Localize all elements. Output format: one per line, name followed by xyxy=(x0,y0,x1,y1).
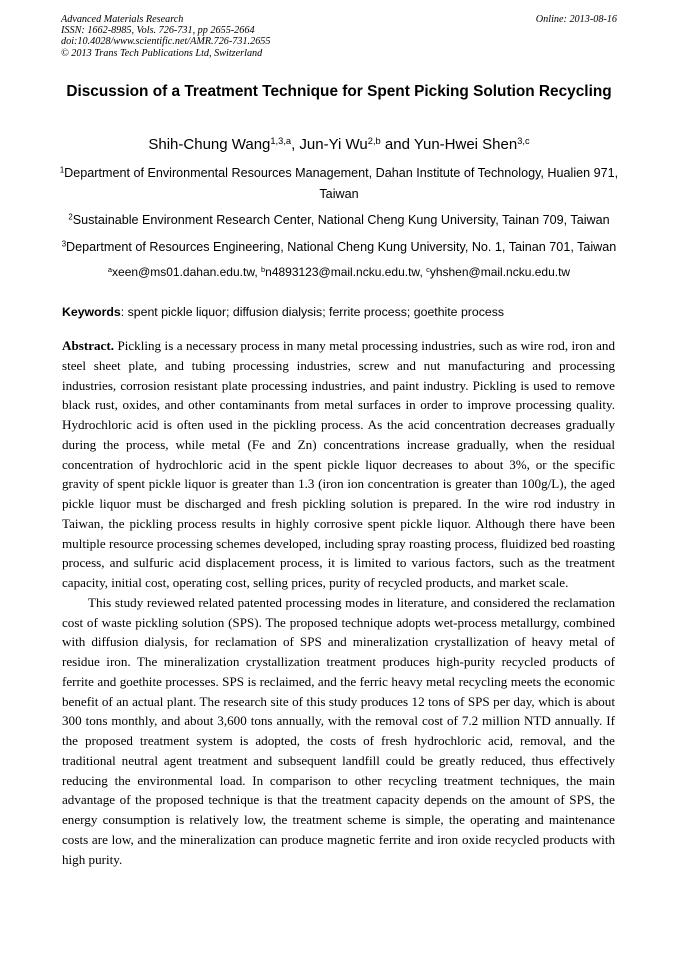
issn-line: ISSN: 1662-8985, Vols. 726-731, pp 2655-2664 xyxy=(61,25,255,37)
affiliation-text: Sustainable Environment Research Center, National Cheng Kung University, Tainan 709, Taiwan xyxy=(72,213,610,227)
email-address[interactable]: xeen@ms01.dahan.edu.tw xyxy=(112,265,255,279)
keywords-line xyxy=(62,304,618,320)
abstract-label: Abstract. xyxy=(62,338,114,353)
author-separator: and xyxy=(380,136,414,153)
affiliation-marker: 1 xyxy=(59,165,65,175)
author-affiliation-marker: 1,3,a xyxy=(270,135,292,146)
affiliation-marker: 2 xyxy=(68,212,73,222)
affiliation-marker: 3 xyxy=(61,239,67,249)
keywords-label: Keywords xyxy=(62,305,121,319)
author-affiliation-marker: 3,c xyxy=(517,135,530,146)
abstract-paragraph-1-text: Pickling is a necessary process in many metal processing industries, such as wire rod, iron and steel sheet plate, and tubing processing industries, screw and nut manufacturing and processing industries, corrosion resistant plate processing industries, and paint industry. Pickling is used to remove black rust, oxides, and other contaminants from metal surfaces in order to improve processing quality. Hydrochloric acid is often used in the pickling process. As the acid concentration decreases gradually during the process, while metal (Fe and Zn) concentrations increase gradually, when the residual concentration of hydrochloric acid in the spent pickle liquor decreases to about 3%, or the specific gravity of spent pickle liquor is greater than 1.3 (iron ion concentration is greater than 100g/L), the aged pickle liquor must be discharged and fresh pickling solution is prepared. In the wire rod industry in Taiwan, the pickling process results in highly corrosive spent pickle liquor. Although there have been multiple resource processing schemes developed, including spray roasting process, fluidized bed roasting process, and sulfuric acid displacement process, it is limited to various factors, such as the treatment capacity, initial cost, operating cost, selling prices, purity of recycled products, and market scale. xyxy=(62,338,615,590)
journal-name: Advanced Materials Research xyxy=(61,14,184,25)
online-date: Online: 2013-08-16 xyxy=(535,14,617,25)
email-separator: , xyxy=(419,265,427,279)
email-marker: c xyxy=(426,264,430,274)
paper-title: Discussion of a Treatment Technique for Spent Picking Solution Recycling xyxy=(66,83,612,100)
email-marker: b xyxy=(261,264,266,274)
author-separator: , xyxy=(291,136,300,153)
abstract-section xyxy=(62,336,615,869)
email-address[interactable]: yhshen@mail.ncku.edu.tw xyxy=(429,265,571,279)
author-list xyxy=(60,135,618,155)
affiliation-text: Department of Environmental Resources Management, Dahan Institute of Technology, Hualien 971, Taiwan xyxy=(64,166,619,201)
doi-line: doi:10.4028/www.scientific.net/AMR.726-731.2655 xyxy=(61,36,271,48)
author-name: Shih-Chung Wang xyxy=(148,136,271,153)
email-list xyxy=(60,264,618,280)
journal-header xyxy=(61,14,617,59)
author-name: Yun-Hwei Shen xyxy=(413,136,518,153)
abstract-paragraph-2: This study reviewed related patented processing modes in literature, and considered the reclamation cost of waste pickling solution (SPS). The proposed technique adopts wet-process metallurgy, combined with diffusion dialysis, for reclamation of SPS and mineralization crystallization of heavy metal of residue iron. The mineralization crystallization treatment produces high-purity recycled products of ferrite and goethite processes. SPS is reclaimed, and the ferric heavy metal recycling meets the economic benefit of an actual plant. The research site of this study produces 12 tons of SPS per day, which is about 300 tons monthly, and about 3,600 tons annually, with the removal cost of 7.2 million NTD annually. If the proposed treatment system is adopted, the costs of fresh hydrochloric acid, removal, and the traditional neutral agent treatment and subsequent landfill could be greatly reduced, thus effectively reducing the environmental load. In comparison to other recycling treatment techniques, the main advantage of the proposed technique is that the treatment capacity depends on the amount of SPS, the energy consumption is relatively low, the treatment scheme is simple, the operating and maintenance costs are low, and the mineralization can produce magnetic ferrite and iron oxide recycled products with high purity. xyxy=(62,594,615,867)
affiliation-3 xyxy=(58,237,620,258)
email-marker: a xyxy=(107,264,113,274)
author-name: Jun-Yi Wu xyxy=(299,136,368,153)
email-address[interactable]: n4893123@mail.ncku.edu.tw xyxy=(265,265,420,279)
affiliation-1 xyxy=(58,163,620,205)
affiliation-text: Department of Resources Engineering, National Cheng Kung University, No. 1, Tainan 701, Taiwan xyxy=(66,240,617,254)
affiliation-2 xyxy=(58,210,620,231)
email-separator: , xyxy=(254,265,261,279)
author-affiliation-marker: 2,b xyxy=(367,135,381,146)
keywords-text: : spent pickle liquor; diffusion dialysis; ferrite process; goethite process xyxy=(120,305,504,319)
abstract-paragraph xyxy=(62,336,615,593)
copyright-line: © 2013 Trans Tech Publications Ltd, Switzerland xyxy=(61,47,263,59)
